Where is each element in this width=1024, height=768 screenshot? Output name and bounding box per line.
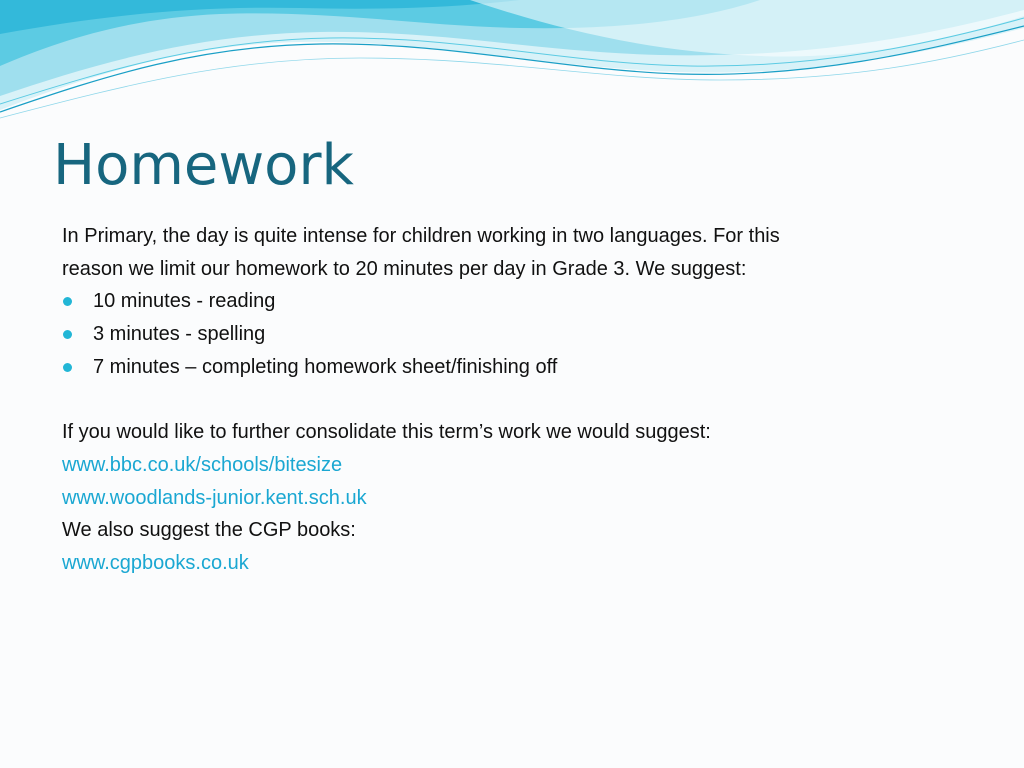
list-item-spelling bbox=[62, 318, 962, 351]
blank-line bbox=[62, 383, 962, 416]
consolidate-text: If you would like to further consolidate this term’s work we would suggest: bbox=[62, 421, 711, 444]
slide-title: Homework bbox=[53, 133, 354, 198]
list-item-reading bbox=[62, 285, 962, 318]
list-item-homework-sheet bbox=[62, 351, 962, 384]
cgp-books-link[interactable]: www.cgpbooks.co.uk bbox=[62, 551, 249, 574]
cgp-books-text: We also suggest the CGP books: bbox=[62, 519, 356, 542]
bbc-bitesize-link[interactable]: www.bbc.co.uk/schools/bitesize bbox=[62, 453, 343, 476]
woodlands-junior-line bbox=[62, 482, 962, 515]
intro-line-1: In Primary, the day is quite intense for children working in two languages. For this bbox=[62, 225, 780, 247]
list-item-text: 7 minutes – completing homework sheet/finishing off bbox=[93, 355, 558, 378]
slide-body bbox=[62, 220, 962, 580]
woodlands-junior-link[interactable]: www.woodlands-junior.kent.sch.uk bbox=[62, 486, 367, 509]
cgp-books-line bbox=[62, 547, 962, 580]
list-item-text: 10 minutes - reading bbox=[93, 290, 276, 313]
list-item-text: 3 minutes - spelling bbox=[93, 323, 266, 346]
intro-line-2: reason we limit our homework to 20 minutes per day in Grade 3. We suggest: bbox=[62, 257, 747, 280]
bullet-dot-icon bbox=[63, 363, 72, 372]
bbc-bitesize-line bbox=[62, 449, 962, 482]
bullet-dot-icon bbox=[63, 297, 72, 306]
header-wave-decoration bbox=[0, 0, 1024, 130]
bullet-dot-icon bbox=[63, 330, 72, 339]
